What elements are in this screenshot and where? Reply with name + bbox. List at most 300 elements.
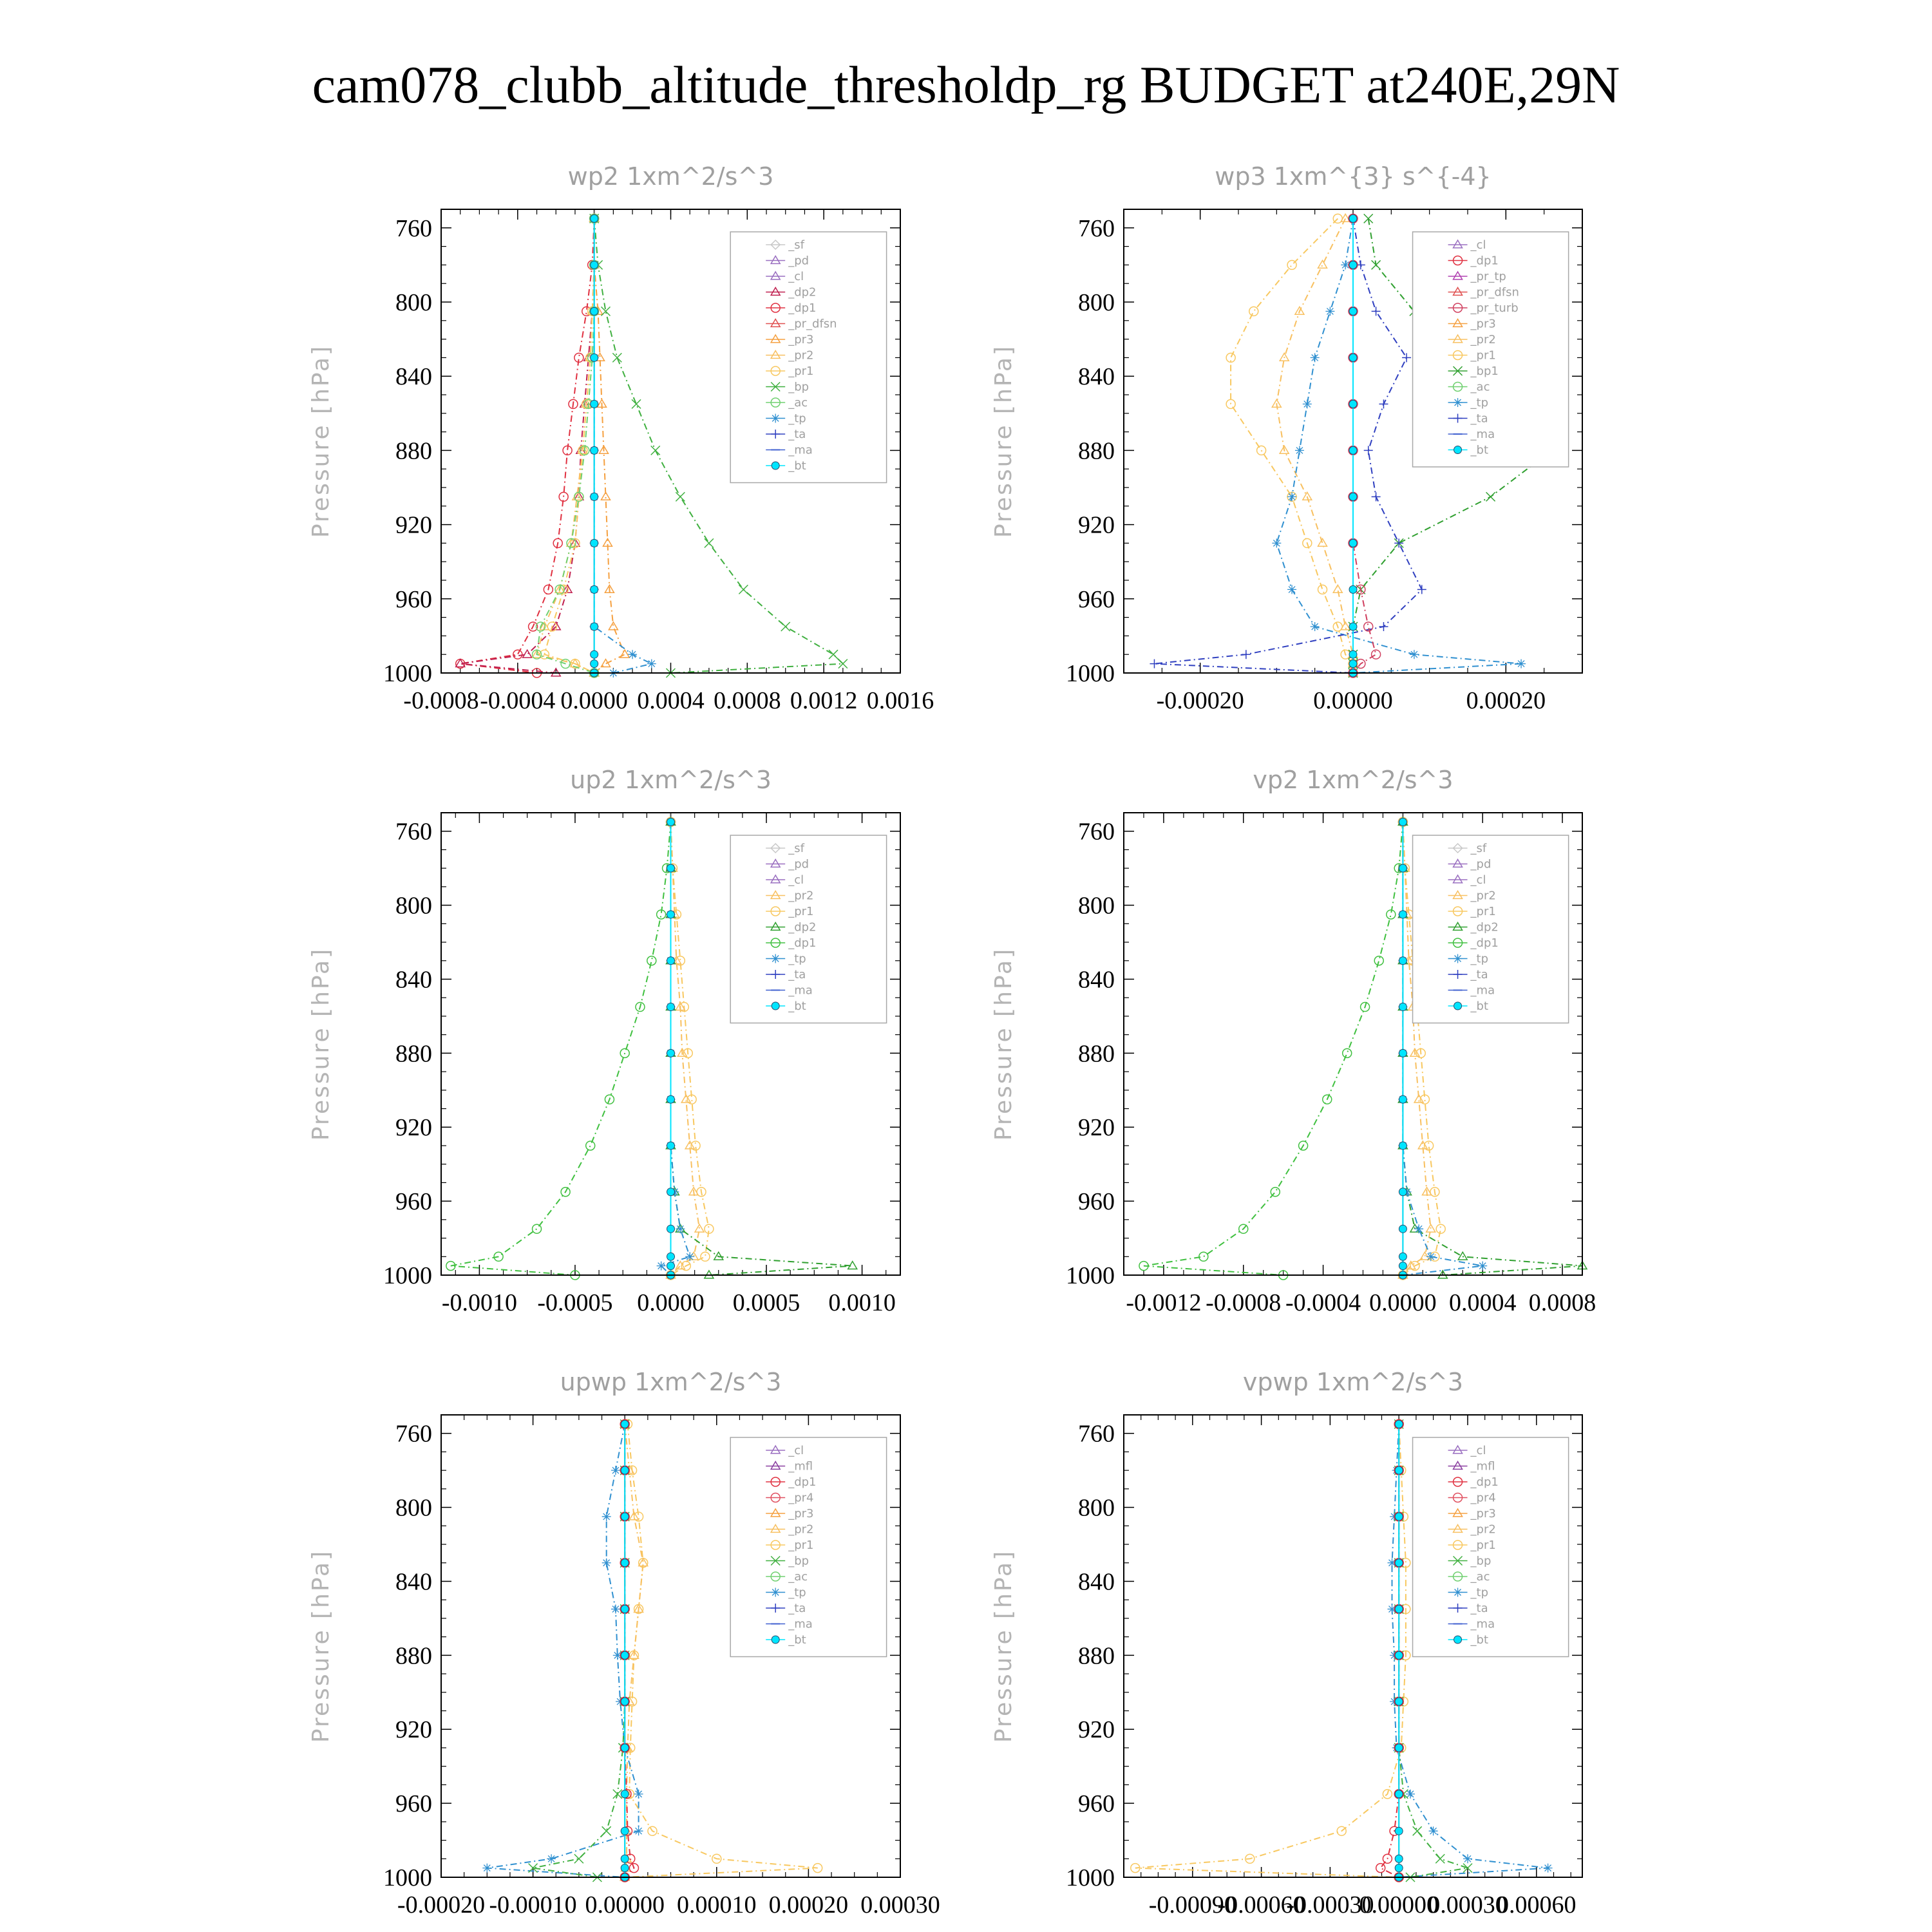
legend-marker (1454, 446, 1462, 454)
data-point (1399, 1003, 1406, 1011)
series-bt (1399, 818, 1406, 1279)
x-tick-label: -0.0005 (537, 1289, 613, 1316)
data-point (1318, 585, 1327, 594)
data-point (591, 660, 598, 668)
data-point (1349, 446, 1357, 454)
series-pr1 (1131, 1419, 1410, 1882)
series-bt (1349, 214, 1357, 677)
y-tick-label: 880 (395, 1642, 432, 1670)
legend-entry: _pd (1470, 857, 1492, 871)
data-point (1349, 539, 1357, 547)
x-tick-label: 0.0004 (1448, 1289, 1517, 1316)
legend-entry: _ta (1470, 968, 1488, 981)
legend-entry: _dp1 (1470, 254, 1499, 268)
data-point (621, 1559, 629, 1567)
series-pr2 (533, 214, 599, 676)
data-point (1395, 1790, 1403, 1798)
y-axis-label: Pressure [hPa] (990, 344, 1017, 538)
data-point (634, 1826, 643, 1835)
panel-title: vp2 1xm^2/s^3 (1253, 766, 1454, 794)
data-point (667, 1003, 675, 1011)
data-point (739, 585, 748, 594)
legend-entry: _ma (1470, 1617, 1495, 1631)
y-tick-label: 1000 (1066, 660, 1115, 687)
data-point (667, 1049, 675, 1057)
data-point (1399, 864, 1406, 872)
data-point (1395, 1605, 1403, 1613)
x-tick-label: 0.0000 (560, 687, 628, 714)
legend-entry: _ma (1470, 983, 1495, 998)
data-point (591, 261, 598, 269)
legend-entry: _pr_turb (1470, 301, 1519, 315)
legend-entry: _bt (788, 1633, 806, 1647)
x-tick-label: 0.0008 (714, 687, 781, 714)
y-axis-label: Pressure [hPa] (308, 344, 334, 538)
series-line (1135, 1424, 1406, 1877)
legend-entry: _pr1 (788, 905, 814, 918)
series-line (1276, 218, 1353, 673)
x-tick-label: 0.0004 (637, 687, 705, 714)
data-point (685, 1252, 694, 1261)
legend-entry: _pr1 (1470, 348, 1496, 363)
data-point (621, 1605, 629, 1613)
data-point (1395, 1744, 1403, 1752)
y-tick-label: 920 (395, 511, 432, 539)
data-point (1242, 650, 1251, 659)
legend-entry: _pd (788, 254, 810, 268)
data-point (591, 650, 598, 658)
page-title: cam078_clubb_altitude_thresholdp_rg BUDGET at240E,29N (312, 55, 1620, 114)
data-point (621, 1513, 629, 1520)
data-point (701, 1252, 710, 1261)
data-point (574, 1854, 583, 1863)
data-point (602, 1512, 611, 1521)
data-point (1372, 492, 1381, 501)
data-point (1399, 957, 1406, 965)
data-point (1458, 1252, 1467, 1260)
panel-2 (990, 162, 1582, 714)
y-tick-label: 880 (395, 1040, 432, 1068)
data-point (1413, 1826, 1422, 1835)
series-line (544, 218, 594, 673)
data-point (667, 1095, 675, 1103)
data-point (1463, 1854, 1472, 1863)
series-bp (529, 1419, 630, 1882)
data-point (611, 1466, 620, 1475)
y-tick-label: 840 (1078, 966, 1115, 994)
legend-entry: _tp (788, 1586, 806, 1600)
data-point (1414, 1224, 1423, 1233)
data-point (612, 353, 621, 362)
legend-entry: _pr3 (788, 333, 814, 346)
data-point (1303, 399, 1312, 408)
legend-entry: _dp2 (788, 920, 817, 934)
legend-entry: _bt (788, 999, 806, 1013)
legend-entry: _ta (788, 1602, 806, 1615)
panel-title: vpwp 1xm^2/s^3 (1242, 1368, 1464, 1396)
y-tick-label: 920 (1078, 511, 1115, 539)
panel-title: up2 1xm^2/s^3 (570, 766, 772, 794)
data-point (1399, 1188, 1406, 1196)
panel-5 (308, 1368, 940, 1918)
data-point (632, 399, 641, 408)
data-point (1395, 1420, 1403, 1428)
series-bt (591, 214, 598, 677)
data-point (676, 1224, 685, 1233)
series-line (671, 822, 700, 1275)
x-tick-label: -0.0010 (441, 1289, 517, 1316)
legend-entry: _ac (1470, 380, 1490, 394)
x-tick-label: 0.00000 (1313, 687, 1393, 714)
legend-entry: _pr3 (1470, 1507, 1496, 1520)
legend-entry: _dp1 (788, 936, 817, 950)
x-tick-label: 0.00030 (860, 1891, 940, 1918)
data-point (591, 307, 598, 315)
legend-entry: _pr1 (1470, 1539, 1496, 1552)
data-point (1349, 261, 1357, 269)
data-point (621, 1698, 629, 1705)
y-tick-label: 880 (1078, 1642, 1115, 1670)
legend-entry: _ma (788, 1617, 813, 1631)
data-point (1429, 1826, 1438, 1835)
series-line (1353, 218, 1376, 673)
data-point (1395, 1559, 1403, 1567)
data-point (1295, 446, 1304, 455)
data-point (591, 400, 598, 408)
legend-entry: _tp (788, 412, 806, 426)
data-point (1349, 214, 1357, 222)
x-tick-label: 0.00000 (585, 1891, 665, 1918)
y-axis-label: Pressure [hPa] (990, 1549, 1017, 1743)
legend-entry: _bt (1470, 999, 1489, 1013)
data-point (523, 650, 532, 658)
legend-entry: _pr3 (788, 1507, 814, 1520)
data-point (586, 1141, 595, 1150)
legend-entry: _ma (1470, 428, 1495, 441)
legend-entry: _ac (1470, 1570, 1490, 1584)
legend-entry: _pr1 (1470, 905, 1496, 918)
data-point (1349, 307, 1357, 315)
data-point (667, 911, 675, 918)
data-point (667, 1225, 675, 1233)
x-tick-label: -0.00060 (1217, 1891, 1305, 1918)
series-line (460, 218, 594, 673)
x-tick-label: -0.00020 (1156, 687, 1244, 714)
x-tick-label: 0.00060 (1497, 1891, 1577, 1918)
legend-entry: _tp (1470, 1586, 1489, 1600)
legend-entry: _pr2 (788, 889, 814, 903)
legend-entry: _bt (1470, 1633, 1489, 1647)
data-point (781, 622, 790, 631)
y-axis-label: Pressure [hPa] (990, 947, 1017, 1141)
panel-6 (990, 1368, 1582, 1918)
data-point (1287, 585, 1296, 594)
series-ac (533, 214, 599, 677)
data-point (602, 1826, 611, 1835)
legend-entry: _sf (788, 238, 804, 252)
data-point (667, 864, 675, 872)
legend-marker (771, 1588, 780, 1597)
x-tick-label: -0.0012 (1126, 1289, 1202, 1316)
legend-entry: _ta (788, 428, 806, 441)
legend-entry: _cl (788, 873, 804, 887)
data-point (1410, 650, 1419, 659)
legend-entry: _bp (788, 1554, 810, 1568)
data-point (1150, 659, 1159, 668)
legend-marker (772, 462, 779, 469)
legend (1413, 835, 1569, 1023)
data-point (667, 1142, 675, 1150)
data-point (621, 1651, 629, 1659)
data-point (591, 623, 598, 630)
series-line (1144, 822, 1403, 1275)
panel-3 (308, 766, 900, 1316)
x-tick-label: -0.00030 (1286, 1891, 1374, 1918)
y-tick-label: 960 (395, 1790, 432, 1818)
legend-entry: _bp1 (1470, 365, 1499, 378)
panel-title: wp2 1xm^2/s^3 (567, 162, 774, 191)
y-tick-label: 840 (395, 966, 432, 994)
data-point (1426, 1252, 1435, 1261)
data-point (1379, 622, 1388, 631)
x-tick-label: -0.0008 (1206, 1289, 1282, 1316)
legend-marker (772, 1002, 779, 1010)
data-point (1399, 911, 1406, 918)
legend-entry: _pr3 (1470, 317, 1496, 331)
data-point (1517, 659, 1526, 668)
data-point (1349, 400, 1357, 408)
panel-4 (990, 766, 1596, 1316)
series-pr1 (540, 214, 598, 677)
legend-entry: _cl (1470, 873, 1486, 887)
legend-entry: _bt (788, 459, 806, 473)
data-point (1436, 1224, 1445, 1233)
y-tick-label: 920 (395, 1114, 432, 1142)
y-tick-label: 760 (1078, 1420, 1115, 1448)
y-tick-label: 1000 (383, 1262, 432, 1289)
data-point (547, 1854, 556, 1863)
legend-entry: _mfl (788, 1459, 813, 1473)
data-point (1399, 1049, 1406, 1057)
data-point (1349, 650, 1357, 658)
x-tick-label: -0.00020 (397, 1891, 486, 1918)
legend-entry: _bp (1470, 1554, 1492, 1568)
legend-entry: _pd (788, 857, 810, 871)
legend-entry: _pr2 (1470, 1522, 1496, 1537)
x-tick-label: 0.00010 (677, 1891, 757, 1918)
data-point (634, 1790, 643, 1799)
data-point (621, 1827, 629, 1835)
y-axis-label: Pressure [hPa] (308, 1549, 334, 1743)
legend-entry: _mfl (1470, 1459, 1495, 1473)
y-tick-label: 760 (1078, 818, 1115, 846)
legend-entry: _sf (788, 842, 804, 855)
y-tick-label: 880 (1078, 1040, 1115, 1068)
legend-entry: _sf (1470, 842, 1487, 855)
y-tick-label: 920 (1078, 1114, 1115, 1142)
legend-entry: _cl (788, 1444, 804, 1457)
data-point (621, 1855, 629, 1862)
data-point (1372, 650, 1381, 659)
x-tick-label: -0.00090 (1148, 1891, 1236, 1918)
series-line (451, 822, 671, 1275)
panel-1 (308, 162, 934, 714)
data-point (1395, 1651, 1403, 1659)
data-point (647, 956, 656, 965)
data-point (611, 1605, 620, 1614)
legend-entry: _pr2 (1470, 889, 1496, 903)
y-tick-label: 960 (1078, 1790, 1115, 1818)
legend-entry: _tp (1470, 396, 1489, 410)
series-ta (1150, 214, 1426, 677)
x-tick-label: -0.00010 (489, 1891, 577, 1918)
y-tick-label: 800 (395, 289, 432, 316)
series-pr1 (1226, 214, 1358, 677)
series-line (661, 822, 690, 1275)
data-point (1318, 260, 1327, 268)
data-point (667, 1262, 675, 1270)
data-point (1395, 1513, 1403, 1520)
data-point (628, 650, 637, 659)
data-point (1395, 1855, 1403, 1862)
data-point (1395, 1864, 1403, 1872)
x-tick-label: -0.0004 (480, 687, 556, 714)
legend (1413, 232, 1569, 467)
legend-marker (772, 1636, 779, 1643)
data-point (667, 818, 675, 826)
y-tick-label: 760 (395, 214, 432, 242)
data-point (667, 1188, 675, 1196)
series-line (460, 218, 594, 673)
legend-entry: _pr2 (788, 348, 814, 363)
data-point (1399, 1142, 1406, 1150)
y-tick-label: 760 (1078, 214, 1115, 242)
data-point (1349, 623, 1357, 630)
series-line (594, 218, 652, 673)
y-tick-label: 840 (1078, 363, 1115, 391)
series-dp2 (456, 214, 599, 676)
data-point (1349, 660, 1357, 668)
y-tick-label: 800 (1078, 1494, 1115, 1522)
legend-entry: _tp (788, 952, 806, 966)
x-tick-label: -0.0008 (403, 687, 479, 714)
x-tick-label: 0.0005 (732, 1289, 800, 1316)
x-tick-label: 0.0010 (828, 1289, 896, 1316)
data-point (1349, 585, 1357, 593)
legend-entry: _bp (788, 380, 810, 394)
series-line (594, 218, 625, 673)
series-tp (482, 1419, 643, 1882)
x-tick-label: 0.0008 (1528, 1289, 1596, 1316)
data-point (1399, 1253, 1406, 1260)
data-point (621, 1466, 629, 1474)
data-point (1249, 307, 1258, 316)
x-tick-label: 0.0000 (637, 1289, 705, 1316)
y-tick-label: 960 (395, 1188, 432, 1216)
series-pr2 (667, 817, 705, 1278)
legend-marker (771, 954, 780, 963)
data-point (1402, 353, 1411, 362)
legend-entry: _pr2 (788, 1522, 814, 1537)
data-point (705, 538, 714, 547)
data-point (667, 1253, 675, 1260)
series-dp1 (456, 214, 599, 677)
legend-entry: _dp2 (1470, 920, 1499, 934)
legend-marker (1454, 1636, 1462, 1643)
legend-entry: _pr1 (788, 1539, 814, 1552)
data-point (1287, 260, 1296, 269)
series-line (1381, 1424, 1399, 1877)
data-point (591, 446, 598, 454)
legend-entry: _dp1 (1470, 1475, 1499, 1489)
data-point (613, 1790, 622, 1799)
data-point (533, 1224, 542, 1233)
legend-entry: _dp1 (788, 301, 817, 315)
data-point (1395, 1698, 1403, 1705)
x-tick-label: 0.00000 (1359, 1891, 1439, 1918)
data-point (482, 1864, 491, 1873)
y-tick-label: 1000 (383, 1864, 432, 1891)
data-point (647, 659, 656, 668)
series-pr2 (1272, 214, 1358, 676)
data-point (591, 493, 598, 500)
data-point (667, 957, 675, 965)
data-point (591, 354, 598, 361)
series-dp1 (1139, 817, 1407, 1280)
y-tick-label: 800 (1078, 892, 1115, 920)
y-tick-label: 960 (1078, 1188, 1115, 1216)
y-tick-label: 840 (395, 1568, 432, 1596)
series-line (533, 1424, 625, 1877)
data-point (609, 622, 618, 630)
series-bt (667, 818, 675, 1279)
data-point (1399, 1225, 1406, 1233)
legend-entry: _dp1 (1470, 936, 1499, 950)
legend-entry: _ta (1470, 1602, 1488, 1615)
legend-entry: _cl (1470, 238, 1486, 252)
legend-entry: _ma (788, 443, 813, 457)
data-point (1271, 1188, 1280, 1197)
series-dp1 (446, 817, 676, 1280)
data-point (1311, 622, 1320, 631)
data-point (1343, 1048, 1352, 1057)
legend-entry: _pr1 (788, 365, 814, 378)
y-axis-label: Pressure [hPa] (308, 947, 334, 1141)
data-point (676, 492, 685, 501)
legend-entry: _cl (1470, 1444, 1486, 1457)
series-tp (590, 214, 656, 677)
legend-entry: _pr2 (1470, 333, 1496, 346)
data-point (657, 1262, 666, 1271)
data-point (1435, 1854, 1444, 1863)
series-line (487, 1424, 638, 1877)
legend-entry: _pr_tp (1470, 270, 1506, 283)
legend-entry: _bt (1470, 443, 1489, 457)
legend-entry: _ac (788, 1570, 808, 1584)
legend (730, 1437, 886, 1657)
data-point (591, 214, 598, 222)
x-tick-label: 0.0000 (1369, 1289, 1437, 1316)
data-point (602, 1558, 611, 1567)
data-point (591, 539, 598, 547)
legend-entry: _ta (788, 968, 806, 981)
series-line (1155, 218, 1422, 673)
legend (730, 835, 886, 1023)
data-point (1379, 399, 1388, 408)
legend-entry: _ta (1470, 412, 1488, 426)
y-tick-label: 1000 (1066, 1864, 1115, 1891)
y-tick-label: 920 (395, 1716, 432, 1744)
